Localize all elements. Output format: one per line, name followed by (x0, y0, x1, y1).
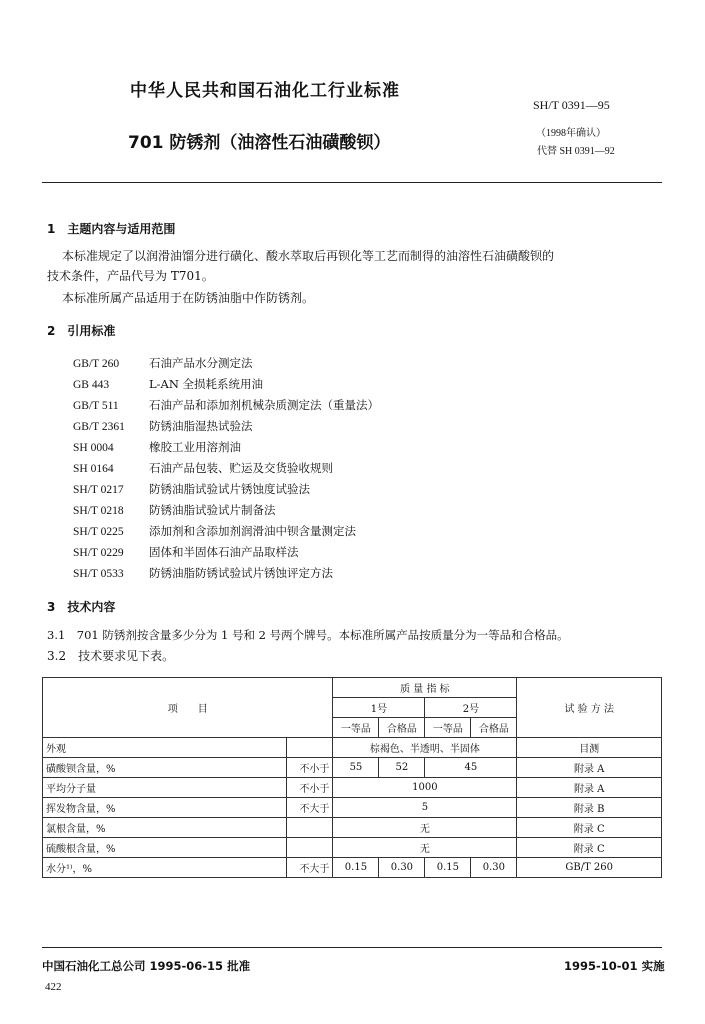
row-value: 45 (425, 758, 517, 778)
row-value: 0.30 (471, 858, 517, 878)
confirmation-note: （1998年确认） (536, 128, 606, 139)
section-3-2-text: 3.2 技术要求见下表。 (47, 649, 175, 663)
reference-code: SH 0164 (73, 463, 114, 475)
approval-line: 中国石油化工总公司 1995-06-15 批准 (42, 959, 251, 973)
reference-code: GB/T 260 (73, 358, 120, 370)
section-3-heading: 3 技术内容 (47, 600, 116, 614)
table-row (43, 838, 662, 858)
row-value: 0.30 (379, 858, 425, 878)
reference-title: 固体和半固体石油产品取样法 (149, 545, 299, 559)
row-item: 水分¹⁾，% (43, 858, 287, 878)
table-row (43, 778, 662, 798)
row-method: 附录 C (517, 818, 662, 838)
row-condition (286, 838, 332, 858)
reference-item (73, 355, 253, 371)
reference-title: 石油产品和添加剂机械杂质测定法（重量法） (149, 398, 379, 412)
reference-code: GB/T 511 (73, 400, 119, 412)
row-condition (286, 738, 332, 758)
row-condition: 不小于 (286, 758, 332, 778)
row-value: 0.15 (333, 858, 379, 878)
reference-title: 石油产品水分测定法 (149, 356, 253, 370)
reference-item (73, 439, 241, 455)
reference-code: SH/T 0218 (73, 505, 124, 517)
reference-code: GB/T 2361 (73, 421, 125, 433)
header-test-method: 试 验 方 法 (517, 678, 662, 738)
row-value: 5 (333, 798, 517, 818)
row-method: 附录 C (517, 838, 662, 858)
row-method: 目测 (517, 738, 662, 758)
section-1-para-2: 本标准所属产品适用于在防锈油脂中作防锈剂。 (62, 291, 315, 305)
row-condition: 不大于 (286, 798, 332, 818)
reference-item (73, 544, 299, 560)
row-value: 无 (333, 838, 517, 858)
reference-item (73, 418, 253, 434)
row-value: 52 (379, 758, 425, 778)
table-row (43, 758, 662, 778)
reference-code: SH/T 0225 (73, 526, 124, 538)
table-row (43, 738, 662, 758)
replaces-note: 代替 SH 0391—92 (537, 146, 615, 157)
section-1-heading: 1 主题内容与适用范围 (47, 222, 176, 236)
reference-code: GB 443 (73, 379, 110, 391)
row-item: 磺酸钡含量，% (43, 758, 287, 778)
row-method: 附录 A (517, 758, 662, 778)
row-method: GB/T 260 (517, 858, 662, 878)
row-item: 氯根含量，% (43, 818, 287, 838)
table-row (43, 798, 662, 818)
row-condition (286, 818, 332, 838)
reference-title: 防锈油脂防锈试验试片锈蚀评定方法 (149, 566, 333, 580)
table-row (43, 858, 662, 878)
row-value: 55 (333, 758, 379, 778)
header-first-class: 一等品 (333, 718, 379, 738)
reference-item (73, 481, 310, 497)
header-divider (42, 182, 662, 183)
reference-item (73, 502, 276, 518)
reference-code: SH/T 0533 (73, 568, 124, 580)
reference-title: L-AN 全损耗系统用油 (149, 377, 264, 391)
row-value: 棕褐色、半透明、半固体 (333, 738, 517, 758)
row-value: 无 (333, 818, 517, 838)
reference-title: 防锈油脂试验试片制备法 (149, 503, 276, 517)
row-value: 0.15 (425, 858, 471, 878)
row-item: 硫酸根含量，% (43, 838, 287, 858)
row-item: 挥发物含量，% (43, 798, 287, 818)
header-quality-index: 质 量 指 标 (333, 678, 517, 698)
row-method: 附录 A (517, 778, 662, 798)
table-row (43, 818, 662, 838)
standard-org-title: 中华人民共和国石油化工行业标准 (130, 81, 400, 101)
document-title: 701 防锈剂（油溶性石油磺酸钡） (128, 133, 391, 153)
header-first-class: 一等品 (425, 718, 471, 738)
reference-item (73, 565, 333, 581)
row-item: 平均分子量 (43, 778, 287, 798)
reference-item (73, 376, 263, 392)
row-method: 附录 B (517, 798, 662, 818)
header-qualified: 合格品 (471, 718, 517, 738)
reference-title: 防锈油脂试验试片锈蚀度试验法 (149, 482, 310, 496)
section-1-para-1-line-1: 本标准规定了以润滑油馏分进行磺化、酸水萃取后再钡化等工艺而制得的油溶性石油磺酸钡的 (62, 249, 555, 263)
reference-code: SH/T 0229 (73, 547, 124, 559)
reference-code: SH 0004 (73, 442, 114, 454)
section-2-heading: 2 引用标准 (47, 324, 116, 338)
header-grade-1: 1号 (333, 698, 425, 718)
row-condition: 不小于 (286, 778, 332, 798)
reference-item (73, 460, 333, 476)
reference-title: 橡胶工业用溶剂油 (149, 440, 241, 454)
effective-date: 1995-10-01 实施 (564, 959, 665, 973)
section-3-1-text: 3.1 701 防锈剂按含量多少分为 1 号和 2 号两个牌号。本标准所属产品按质量分为一等品和合格品。 (47, 628, 569, 642)
reference-title: 石油产品包装、贮运及交货验收规则 (149, 461, 333, 475)
reference-item (73, 523, 356, 539)
reference-item (73, 397, 379, 413)
footer-divider (42, 947, 662, 948)
header-item: 项 目 (43, 678, 333, 738)
reference-title: 添加剂和含添加剂润滑油中钡含量测定法 (149, 524, 356, 538)
section-1-para-1-line-2: 技术条件，产品代号为 T701。 (47, 269, 214, 283)
technical-requirements-table (42, 677, 662, 878)
row-condition: 不大于 (286, 858, 332, 878)
page-number: 422 (45, 981, 62, 993)
reference-title: 防锈油脂湿热试验法 (149, 419, 253, 433)
standard-code: SH/T 0391—95 (533, 98, 610, 112)
row-value: 1000 (333, 778, 517, 798)
row-item: 外观 (43, 738, 287, 758)
header-grade-2: 2号 (425, 698, 517, 718)
header-qualified: 合格品 (379, 718, 425, 738)
reference-code: SH/T 0217 (73, 484, 124, 496)
